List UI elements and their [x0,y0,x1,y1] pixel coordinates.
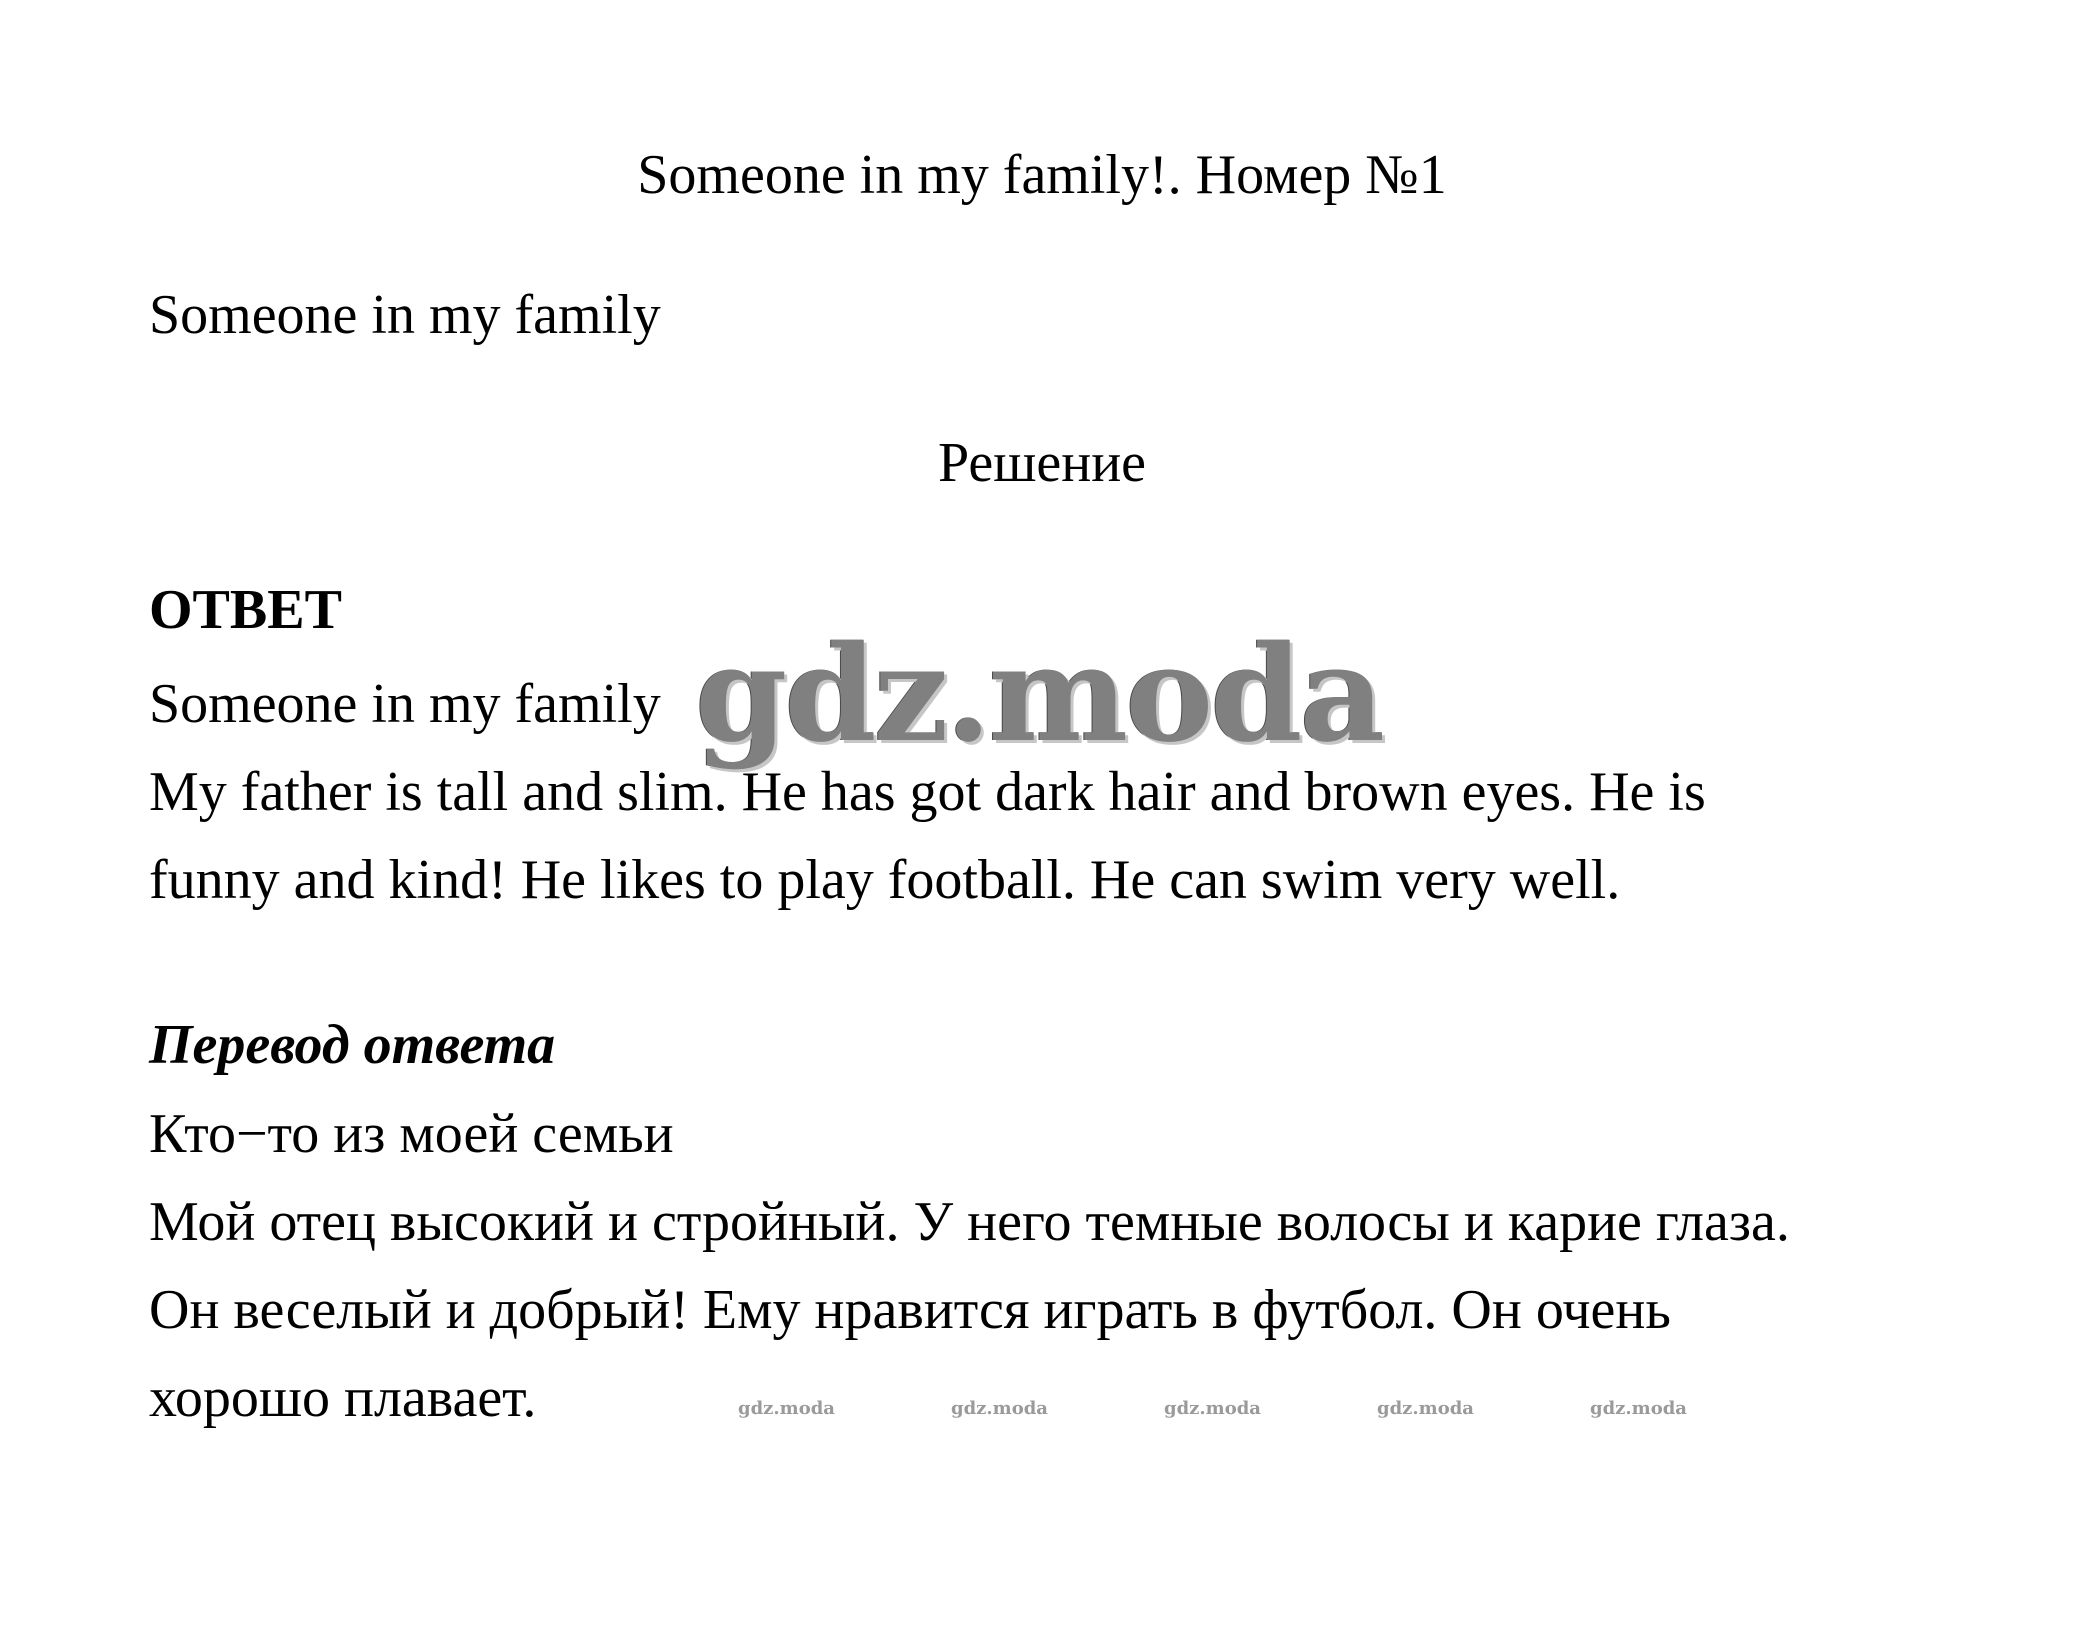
translation-block [149,1090,1999,1442]
page-title: Someone in my family!. Номер №1 [637,144,1447,206]
translation-label: Перевод ответа [149,1014,556,1076]
watermark-small: gdz.moda [1377,1398,1474,1419]
watermark-small: gdz.moda [738,1398,835,1419]
answer-line: Someone in my family [149,673,661,735]
translation-line: Он веселый и добрый! Ему нравится играть в футбол. Он очень [149,1279,1671,1341]
watermark-small: gdz.moda [1164,1398,1261,1419]
solution-heading: Решение [937,432,1147,494]
translation-line: Кто−то из моей семьи [149,1103,674,1165]
answer-line: My father is tall and slim. He has got dark hair and brown eyes. He is [149,761,1706,823]
answer-line: funny and kind! He likes to play football. He can swim very well. [149,849,1621,911]
translation-line: хорошо плавает. [149,1367,537,1429]
translation-line: Мой отец высокий и стройный. У него темные волосы и карие глаза. [149,1191,1790,1253]
answer-label: ОТВЕТ [149,579,342,641]
watermark-small: gdz.moda [1590,1398,1687,1419]
watermark-logo: gdz.moda [695,617,1383,772]
watermark-small: gdz.moda [951,1398,1048,1419]
task-subtitle: Someone in my family [149,284,661,346]
